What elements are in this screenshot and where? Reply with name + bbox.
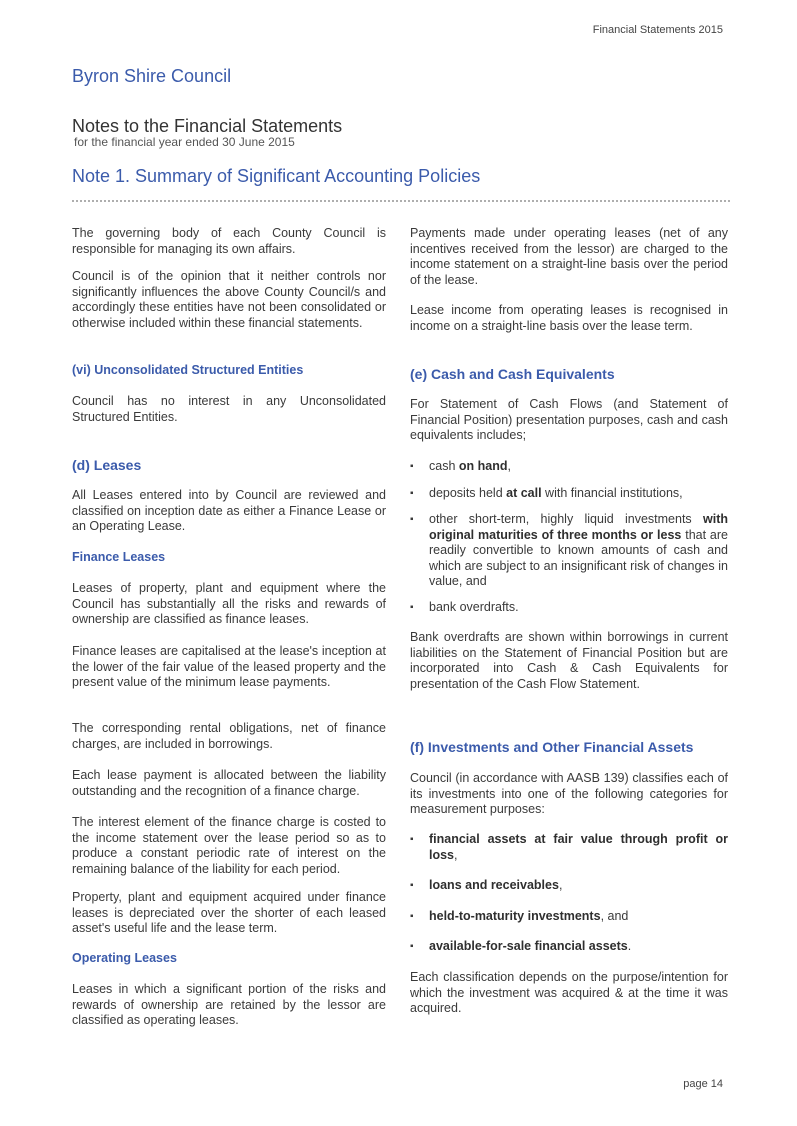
investment-bullet-1 [410, 832, 728, 863]
paragraph-text: For Statement of Cash Flows (and Statement of Financial Position) presentation purposes, cash and cash equivalents includes; [410, 397, 728, 443]
bullet-icon: ▪ [410, 461, 414, 472]
bullet-icon: ▪ [410, 911, 414, 922]
bullet-text [429, 486, 728, 502]
right-para-1 [410, 226, 728, 288]
right-para-4 [410, 630, 728, 692]
investment-bullet-3 [410, 909, 728, 925]
paragraph-text: Each lease payment is allocated between the liability outstanding and the recognition of a finance charge. [72, 768, 386, 798]
heading-operating-leases: Operating Leases [72, 951, 177, 965]
left-para-4 [72, 488, 386, 535]
bullet-text-plain: with financial institutions, [541, 486, 683, 500]
bullet-text-plain: . [627, 939, 632, 953]
bullet-text [429, 459, 728, 475]
paragraph-text: The corresponding rental obligations, net of finance charges, are included in borrowings. [72, 721, 386, 751]
left-para-8 [72, 768, 386, 799]
bullet-icon: ▪ [410, 880, 414, 891]
left-para-5 [72, 581, 386, 628]
bullet-text [429, 600, 728, 616]
bullet-text-bold: on hand [458, 459, 508, 473]
heading-leases: (d) Leases [72, 457, 142, 473]
bullet-text [429, 939, 728, 955]
bullet-text-bold: with original maturities of three months or less [429, 512, 728, 542]
bullet-text [429, 512, 728, 590]
left-para-11 [72, 982, 386, 1029]
bullet-text-bold: at call [506, 486, 542, 500]
bullet-text-plain: , [507, 459, 511, 473]
council-name: Byron Shire Council [72, 66, 232, 86]
left-para-3 [72, 394, 386, 425]
investment-bullet-4 [410, 939, 728, 955]
left-para-7 [72, 721, 386, 752]
paragraph-text: Finance leases are capitalised at the lease's inception at the lower of the fair value of the leased property and the present value of the minimum lease payments. [72, 644, 386, 690]
bullet-text-plain: bank overdrafts. [429, 600, 519, 614]
right-para-2 [410, 303, 728, 334]
bullet-text-plain: cash [429, 459, 459, 473]
paragraph-text: Lease income from operating leases is recognised in income on a straight-line basis over the lease term. [410, 303, 728, 333]
paragraph-text: The governing body of each County Council is responsible for managing its own affairs. [72, 226, 386, 256]
bullet-icon: ▪ [410, 941, 414, 952]
paragraph-text: Bank overdrafts are shown within borrowings in current liabilities on the Statement of Financial Position but are incorporated into Cash & Cash Equivalents for presentation of the Cash Flow Statement. [410, 630, 728, 691]
heading-investments: (f) Investments and Other Financial Assets [410, 739, 694, 755]
paragraph-text: Each classification depends on the purpose/intention for which the investment was acquired & at the time it was acquired. [410, 970, 728, 1016]
bullet-text [429, 878, 728, 894]
notes-title: Notes to the Financial Statements [72, 116, 343, 136]
paragraph-text: Leases of property, plant and equipment where the Council has substantially all the risks and rewards of ownership are classified as finance leases. [72, 581, 386, 627]
bullet-text-plain: that are readily convertible to known amounts of cash and which are subject to an insignificant risk of changes in value, and [429, 527, 728, 589]
cash-bullet-2 [410, 486, 728, 502]
cash-bullet-3 [410, 512, 728, 590]
page-number: page 14 [683, 1078, 723, 1090]
bullet-text-plain: , [454, 847, 458, 862]
bullet-text-plain: deposits held [429, 486, 507, 500]
notes-subtitle: for the financial year ended 30 June 2015 [74, 135, 295, 149]
paragraph-text: Council has no interest in any Unconsolidated Structured Entities. [72, 394, 386, 424]
left-para-6 [72, 644, 386, 691]
heading-finance-leases: Finance Leases [72, 550, 166, 564]
right-para-3 [410, 397, 728, 444]
bullet-icon: ▪ [410, 834, 414, 845]
bullet-icon: ▪ [410, 602, 414, 613]
bullet-text-bold: held-to-maturity investments [429, 909, 601, 923]
cash-bullet-4 [410, 600, 728, 616]
paragraph-text: Payments made under operating leases (net of any incentives received from the lessor) are charged to the income statement on a straight-line basis over the period of the lease. [410, 226, 728, 287]
right-para-6 [410, 970, 728, 1017]
note-title: Note 1. Summary of Significant Accounting Policies [72, 166, 481, 186]
bullet-text-plain: , [558, 878, 563, 892]
right-para-5 [410, 771, 728, 818]
bullet-icon: ▪ [410, 488, 414, 499]
bullet-text-bold: available-for-sale financial assets [429, 939, 628, 953]
bullet-text-plain: , and [600, 909, 629, 923]
bullet-text [429, 832, 728, 863]
bullet-text-plain: other short-term, highly liquid investments [429, 512, 703, 526]
bullet-text [429, 909, 728, 925]
left-para-9 [72, 815, 386, 877]
bullet-icon: ▪ [410, 514, 414, 525]
bullet-text-bold: financial assets at fair value through profit or loss [429, 832, 728, 862]
left-para-1 [72, 226, 386, 257]
running-head: Financial Statements 2015 [592, 24, 723, 36]
cash-bullet-1 [410, 459, 728, 475]
left-para-10 [72, 890, 386, 937]
investment-bullet-2 [410, 878, 728, 894]
paragraph-text: All Leases entered into by Council are reviewed and classified on inception date as either a Finance Lease or an Operating Lease. [72, 488, 386, 534]
paragraph-text: Leases in which a significant portion of the risks and rewards of ownership are retained by the lessor are classified as operating leases. [72, 982, 386, 1028]
paragraph-text: Council is of the opinion that it neither controls nor significantly influences the above County Council/s and accordingly these entities have not been consolidated or otherwise included within these financial statements. [72, 269, 386, 330]
paragraph-text: The interest element of the finance charge is costed to the income statement over the lease period so as to produce a constant periodic rate of interest on the remaining balance of the liability for each period. [72, 815, 386, 876]
left-para-2 [72, 269, 386, 331]
bullet-text-bold: loans and receivables [429, 878, 559, 892]
heading-cash-equivalents: (e) Cash and Cash Equivalents [410, 366, 615, 382]
paragraph-text: Council (in accordance with AASB 139) classifies each of its investments into one of the following categories for measurement purposes: [410, 771, 728, 817]
heading-unconsolidated: (vi) Unconsolidated Structured Entities [72, 363, 304, 377]
dotted-rule [72, 200, 730, 202]
paragraph-text: Property, plant and equipment acquired under finance leases is depreciated over the shorter of each leased asset's useful life and the lease term. [72, 890, 386, 936]
